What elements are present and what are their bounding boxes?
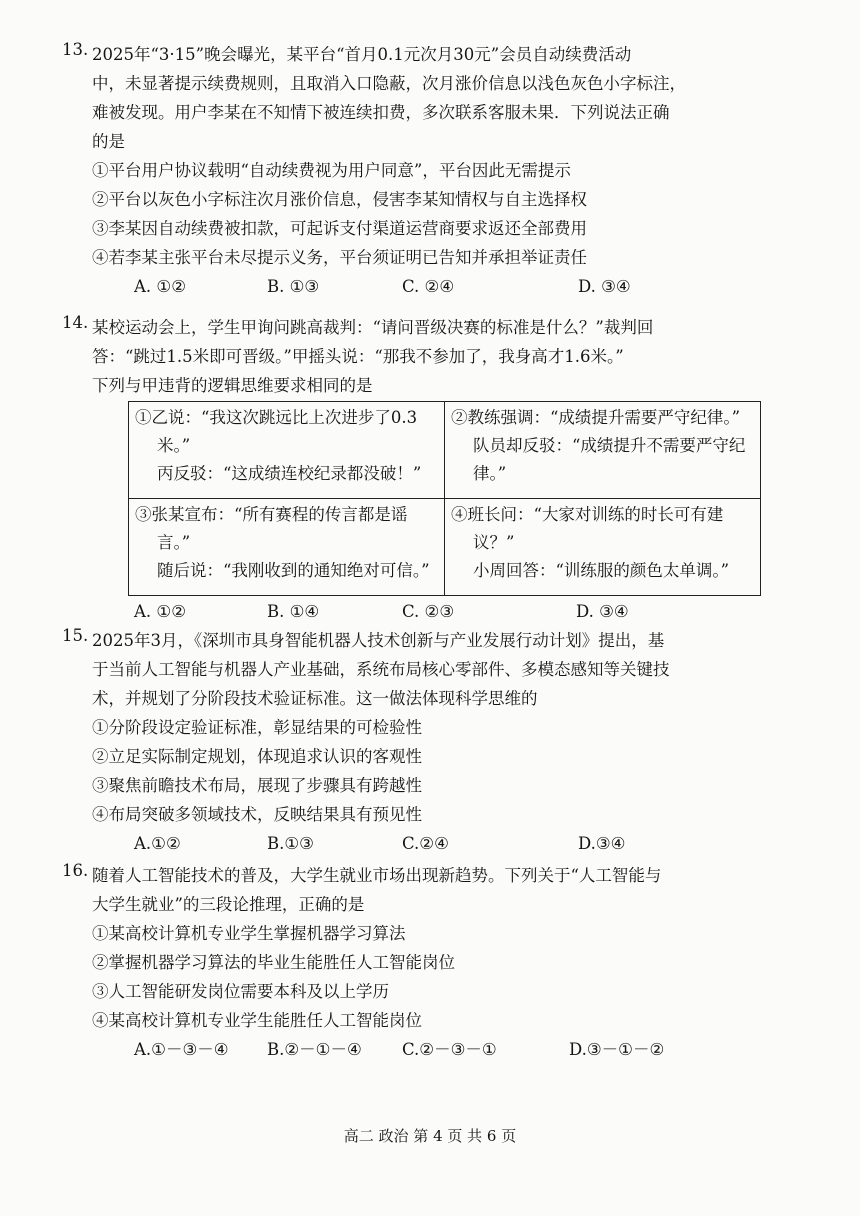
cell-line: ④班长问：“大家对训练的时长可有建 (451, 505, 724, 524)
answer-options (92, 829, 802, 858)
option-b: B.②－①－④ (267, 1040, 362, 1059)
statement-1: ①分阶段设定验证标准，彰显结果的可检验性 (92, 718, 422, 737)
statement-4: ④某高校计算机专业学生能胜任人工智能岗位 (92, 1011, 422, 1030)
cell-line: 队员却反驳：“成绩提升不需要严守纪 (473, 436, 746, 455)
stem-line: 某校运动会上，学生甲询问跳高裁判：“请问晋级决赛的标准是什么？”裁判回 (92, 318, 654, 337)
cell-line: 丙反驳：“这成绩连校纪录都没破！” (157, 464, 422, 483)
option-b: B.①③ (267, 834, 314, 853)
option-c: C.②－③－① (402, 1040, 497, 1059)
option-a: A. ①② (134, 602, 186, 621)
answer-options (92, 597, 802, 626)
stem-line: 于当前人工智能与机器人产业基础，系统布局核心零部件、多模态感知等关键技 (92, 660, 670, 679)
option-d: D.③④ (578, 834, 626, 853)
option-c: C. ②③ (402, 602, 455, 621)
cell-line: ②教练强调：“成绩提升需要严守纪律。” (451, 408, 741, 427)
cell-line: ③张某宣布：“所有赛程的传言都是谣 (135, 505, 408, 524)
statement-1: ①某高校计算机专业学生掌握机器学习算法 (92, 924, 406, 943)
stem-line: 2025年3月，《深圳市具身智能机器人技术创新与产业发展行动计划》提出，基 (92, 631, 665, 650)
statement-cell-2 (445, 402, 761, 499)
statement-3: ③聚焦前瞻技术布局，展现了步骤具有跨越性 (92, 776, 422, 795)
option-a: A.①－③－④ (134, 1040, 229, 1059)
stem-line: 难被发现。用户李某在不知情下被连续扣费，多次联系客服未果．下列说法正确 (92, 103, 670, 122)
answer-options (92, 272, 802, 301)
option-b: B. ①④ (267, 602, 320, 621)
statement-4: ④若李某主张平台未尽提示义务，平台须证明已告知并承担举证责任 (92, 248, 587, 267)
option-c: C. ②④ (402, 277, 455, 296)
cell-line: 言。” (157, 533, 191, 552)
option-d: D.③－①－② (569, 1040, 665, 1059)
cell-line: 米。” (157, 436, 191, 455)
statement-4: ④布局突破多领域技术，反映结果具有预见性 (92, 805, 422, 824)
stem-line: 大学生就业”的三段论推理，正确的是 (92, 895, 365, 914)
answer-options (92, 1035, 802, 1064)
question-14 (62, 313, 802, 400)
stem-line: 答：“跳过1.5米即可晋级。”甲摇头说：“那我不参加了，我身高才1.6米。” (92, 347, 624, 366)
question-16 (62, 861, 802, 1064)
option-d: D. ③④ (576, 602, 629, 621)
option-a: A. ①② (134, 277, 186, 296)
statement-3: ③人工智能研发岗位需要本科及以上学历 (92, 982, 389, 1001)
option-d: D. ③④ (578, 277, 631, 296)
statement-3: ③李某因自动续费被扣款，可起诉支付渠道运营商要求返还全部费用 (92, 219, 587, 238)
statement-2: ②平台以灰色小字标注次月涨价信息，侵害李某知情权与自主选择权 (92, 190, 587, 209)
page-footer: 高二 政治 第 4 页 共 6 页 (343, 1127, 517, 1145)
option-b: B. ①③ (267, 277, 320, 296)
stem-line: 随着人工智能技术的普及，大学生就业市场出现新趋势。下列关于“人工智能与 (92, 866, 662, 885)
stem-line: 2025年“3·15”晚会曝光，某平台“首月0.1元次月30元”会员自动续费活动 (92, 45, 632, 64)
cell-line: ①乙说：“我这次跳远比上次进步了0.3 (135, 408, 418, 427)
question-15 (62, 626, 802, 858)
question-13 (62, 40, 802, 301)
cell-line: 律。” (473, 464, 507, 483)
stem-line: 术，并规划了分阶段技术验证标准。这一做法体现科学思维的 (92, 689, 538, 708)
option-a: A.①② (134, 834, 181, 853)
statement-cell-4 (445, 499, 761, 596)
stem-line: 的是 (92, 132, 125, 151)
question-14-options (92, 597, 802, 626)
question-number: 15. (62, 626, 89, 645)
statement-1: ①平台用户协议载明“自动续费视为用户同意”，平台因此无需提示 (92, 161, 571, 180)
statement-cell-1 (129, 402, 445, 499)
cell-line: 随后说：“我刚收到的通知绝对可信。” (157, 561, 430, 580)
statements-table (128, 401, 761, 596)
question-number: 14. (62, 313, 89, 332)
statement-cell-3 (129, 499, 445, 596)
stem-line: 中，未显著提示续费规则，且取消入口隐蔽，次月涨价信息以浅色灰色小字标注， (92, 74, 686, 93)
cell-line: 议？” (473, 533, 515, 552)
option-c: C.②④ (402, 834, 449, 853)
cell-line: 小周回答：“训练服的颜色太单调。” (473, 561, 730, 580)
statement-2: ②立足实际制定规划，体现追求认识的客观性 (92, 747, 422, 766)
question-number: 13. (62, 40, 89, 59)
stem-line: 下列与甲违背的逻辑思维要求相同的是 (92, 376, 373, 395)
statement-2: ②掌握机器学习算法的毕业生能胜任人工智能岗位 (92, 953, 455, 972)
question-number: 16. (62, 861, 89, 880)
